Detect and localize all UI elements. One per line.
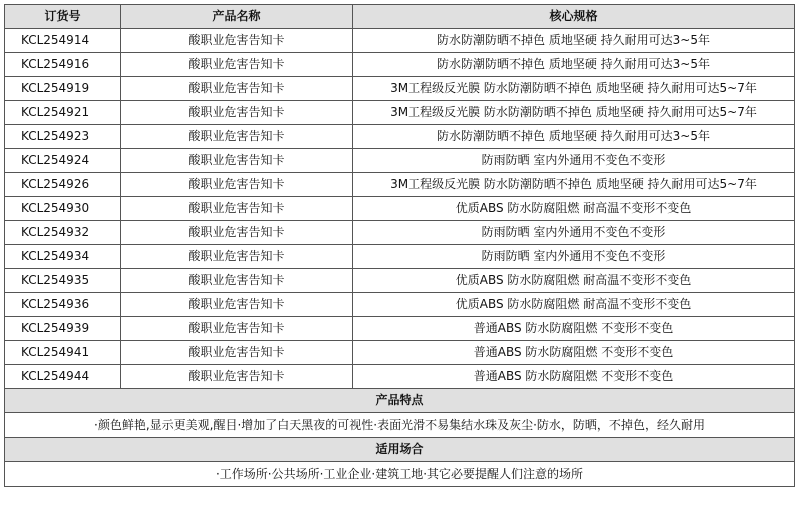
order-number-cell: KCL254935 [5,269,121,293]
product-name-cell: 酸职业危害告知卡 [121,341,353,365]
core-spec-cell: 3M工程级反光膜 防水防潮防晒不掉色 质地坚硬 持久耐用可达5~7年 [353,101,795,125]
product-name-cell: 酸职业危害告知卡 [121,317,353,341]
table-row [5,341,795,365]
product-name-cell: 酸职业危害告知卡 [121,197,353,221]
product-table [4,4,795,487]
order-number-cell: KCL254930 [5,197,121,221]
core-spec-cell: 防水防潮防晒不掉色 质地坚硬 持久耐用可达3~5年 [353,125,795,149]
table-row [5,29,795,53]
order-number-cell: KCL254923 [5,125,121,149]
core-spec-cell: 防雨防晒 室内外通用不变色不变形 [353,245,795,269]
core-spec-cell: 普通ABS 防水防腐阻燃 不变形不变色 [353,365,795,389]
core-spec-cell: 3M工程级反光膜 防水防潮防晒不掉色 质地坚硬 持久耐用可达5~7年 [353,173,795,197]
product-name-cell: 酸职业危害告知卡 [121,245,353,269]
usage-text-row [5,462,795,487]
table-row [5,365,795,389]
core-spec-cell: 普通ABS 防水防腐阻燃 不变形不变色 [353,317,795,341]
order-number-cell: KCL254944 [5,365,121,389]
product-name-cell: 酸职业危害告知卡 [121,149,353,173]
table-row [5,269,795,293]
product-name-cell: 酸职业危害告知卡 [121,77,353,101]
table-row [5,53,795,77]
product-spec-sheet [4,4,794,487]
product-name-cell: 酸职业危害告知卡 [121,221,353,245]
order-number-cell: KCL254936 [5,293,121,317]
table-row [5,125,795,149]
header-core-spec: 核心规格 [353,5,795,29]
usage-text: ·工作场所·公共场所·工业企业·建筑工地·其它必要提醒人们注意的场所 [5,462,795,487]
table-body [5,29,795,389]
product-name-cell: 酸职业危害告知卡 [121,269,353,293]
features-text: ·颜色鲜艳,显示更美观,醒目·增加了白天黑夜的可视性·表面光滑不易集结水珠及灰尘·防水，防晒，不掉色，经久耐用 [5,413,795,438]
order-number-cell: KCL254939 [5,317,121,341]
header-order-number: 订货号 [5,5,121,29]
core-spec-cell: 防雨防晒 室内外通用不变色不变形 [353,149,795,173]
order-number-cell: KCL254914 [5,29,121,53]
usage-header-row [5,438,795,462]
order-number-cell: KCL254926 [5,173,121,197]
core-spec-cell: 普通ABS 防水防腐阻燃 不变形不变色 [353,341,795,365]
product-name-cell: 酸职业危害告知卡 [121,29,353,53]
order-number-cell: KCL254934 [5,245,121,269]
table-row [5,149,795,173]
order-number-cell: KCL254916 [5,53,121,77]
product-name-cell: 酸职业危害告知卡 [121,101,353,125]
core-spec-cell: 优质ABS 防水防腐阻燃 耐高温不变形不变色 [353,197,795,221]
table-row [5,245,795,269]
order-number-cell: KCL254941 [5,341,121,365]
features-title: 产品特点 [5,389,795,413]
table-row [5,173,795,197]
table-row [5,293,795,317]
table-row [5,77,795,101]
table-header-row [5,5,795,29]
order-number-cell: KCL254932 [5,221,121,245]
core-spec-cell: 防水防潮防晒不掉色 质地坚硬 持久耐用可达3~5年 [353,53,795,77]
usage-title: 适用场合 [5,438,795,462]
product-name-cell: 酸职业危害告知卡 [121,53,353,77]
product-name-cell: 酸职业危害告知卡 [121,365,353,389]
features-text-row [5,413,795,438]
table-row [5,221,795,245]
core-spec-cell: 3M工程级反光膜 防水防潮防晒不掉色 质地坚硬 持久耐用可达5~7年 [353,77,795,101]
table-row [5,197,795,221]
table-row [5,101,795,125]
order-number-cell: KCL254921 [5,101,121,125]
core-spec-cell: 优质ABS 防水防腐阻燃 耐高温不变形不变色 [353,293,795,317]
product-name-cell: 酸职业危害告知卡 [121,173,353,197]
order-number-cell: KCL254924 [5,149,121,173]
core-spec-cell: 防水防潮防晒不掉色 质地坚硬 持久耐用可达3~5年 [353,29,795,53]
header-product-name: 产品名称 [121,5,353,29]
core-spec-cell: 优质ABS 防水防腐阻燃 耐高温不变形不变色 [353,269,795,293]
table-row [5,317,795,341]
features-header-row [5,389,795,413]
product-name-cell: 酸职业危害告知卡 [121,293,353,317]
product-name-cell: 酸职业危害告知卡 [121,125,353,149]
core-spec-cell: 防雨防晒 室内外通用不变色不变形 [353,221,795,245]
order-number-cell: KCL254919 [5,77,121,101]
